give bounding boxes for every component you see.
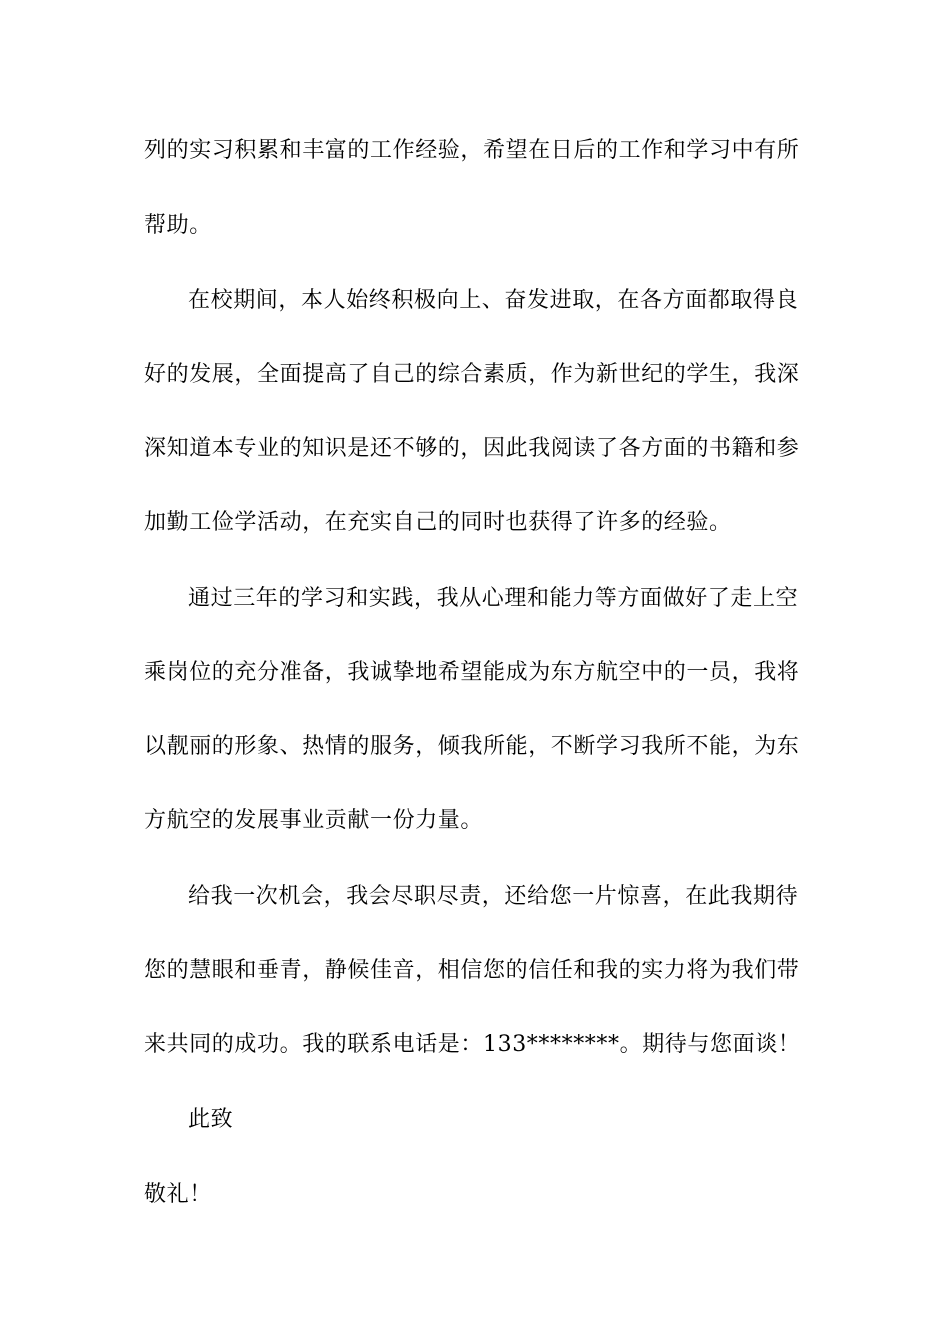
text-line-salutation: 敬礼！ (144, 1182, 212, 1207)
text-line-9: 以靓丽的形象、热情的服务，倾我所能，不断学习我所不能，为东 (144, 734, 800, 759)
text-line-7: 通过三年的学习和实践，我从心理和能力等方面做好了走上空 (188, 586, 799, 611)
text-line-1: 列的实习积累和丰富的工作经验，希望在日后的工作和学习中有所 (144, 138, 800, 163)
text-line-5: 深知道本专业的知识是还不够的，因此我阅读了各方面的书籍和参 (144, 436, 800, 461)
text-line-6: 加勤工俭学活动，在充实自己的同时也获得了许多的经验。 (144, 510, 732, 535)
text-line-closing: 此致 (188, 1107, 234, 1132)
text-line-12: 您的慧眼和垂青，静候佳音，相信您的信任和我的实力将为我们带 (144, 958, 800, 983)
text-line-13: 来共同的成功。我的联系电话是：133********。期待与您面谈！ (144, 1032, 801, 1057)
text-line-2: 帮助。 (144, 213, 212, 238)
text-line-10: 方航空的发展事业贡献一份力量。 (144, 808, 484, 833)
text-line-4: 好的发展，全面提高了自己的综合素质，作为新世纪的学生，我深 (144, 362, 800, 387)
text-line-11: 给我一次机会，我会尽职尽责，还给您一片惊喜，在此我期待 (188, 884, 799, 909)
text-line-8: 乘岗位的充分准备，我诚挚地希望能成为东方航空中的一员，我将 (144, 660, 800, 685)
text-line-3: 在校期间，本人始终积极向上、奋发进取，在各方面都取得良 (188, 288, 799, 313)
